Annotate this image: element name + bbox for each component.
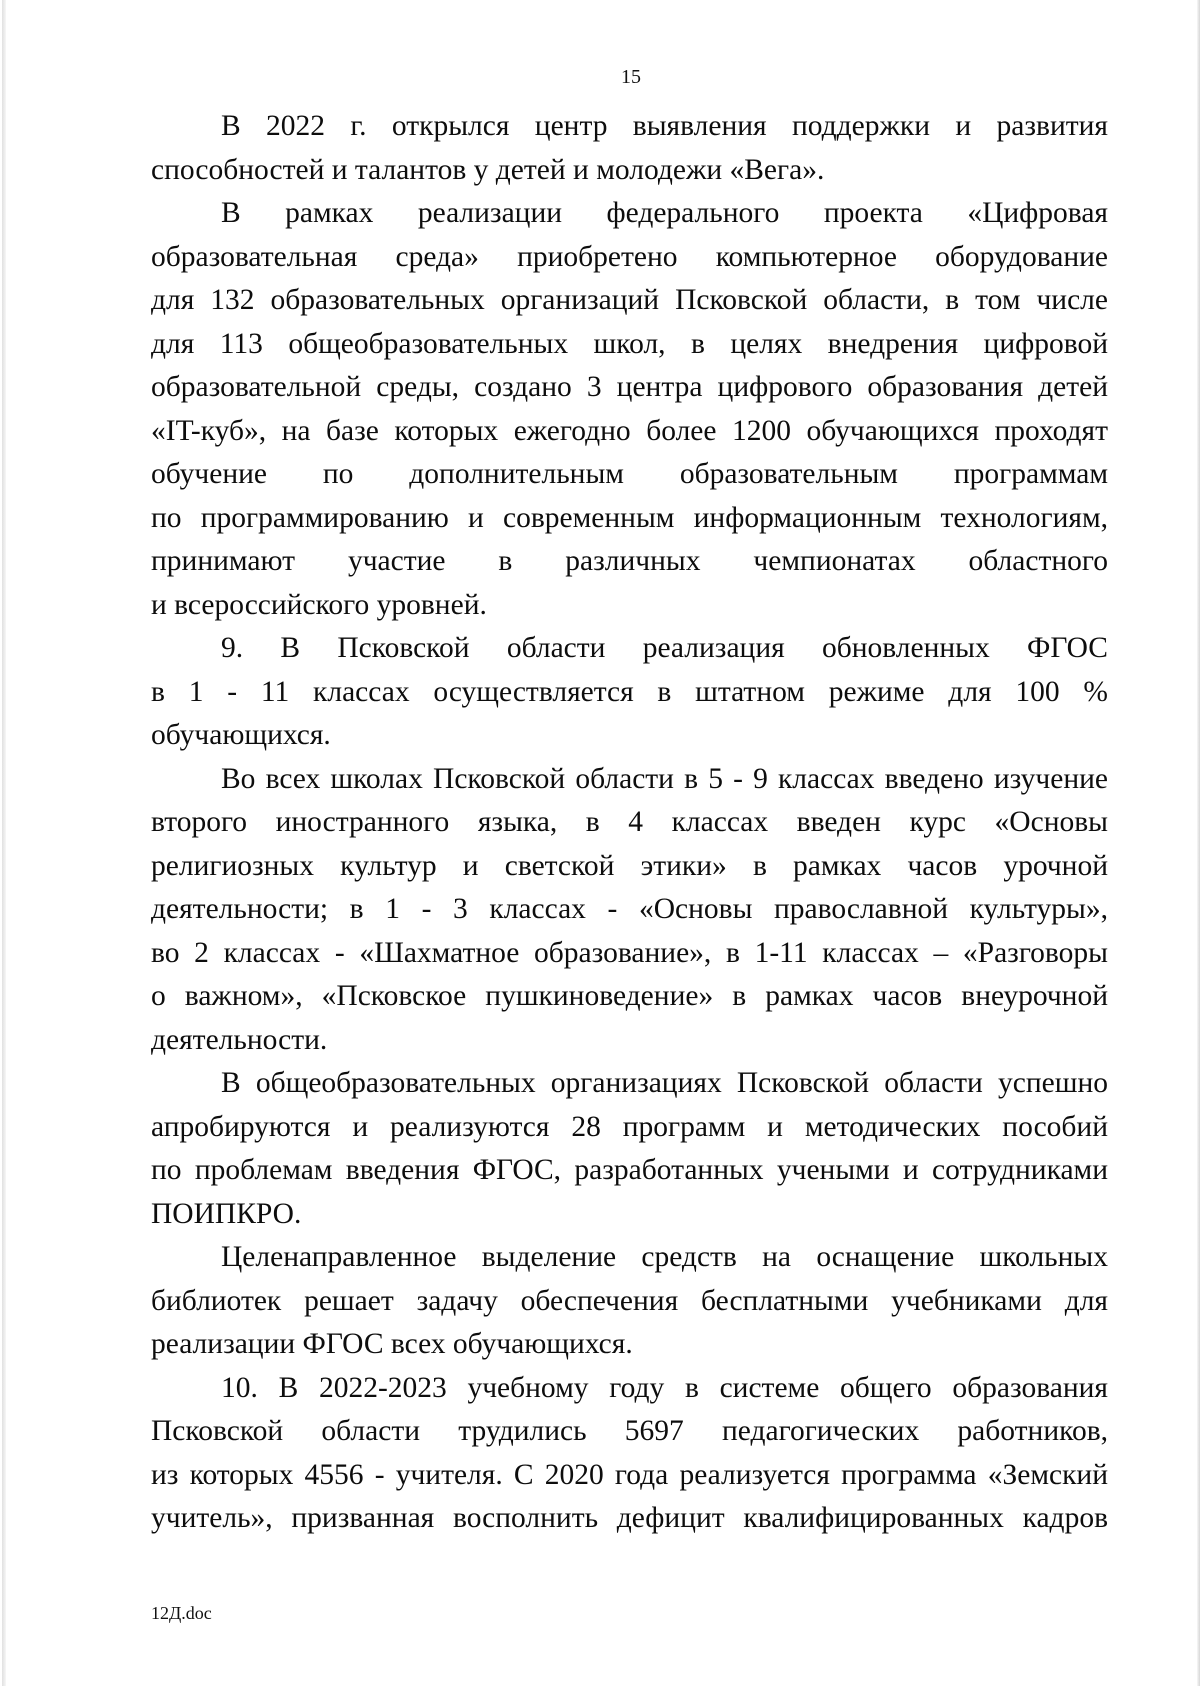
text-line: религиозных культур и светской этики» в рамках часов урочной — [151, 849, 1108, 882]
text-line: во 2 классах - «Шахматное образование», в 1-11 классах – «Разговоры — [151, 936, 1108, 969]
text-line: Целенаправленное выделение средств на оснащение школьных — [221, 1241, 1108, 1273]
text-line: образовательной среды, создано 3 центра цифрового образования детей — [151, 371, 1108, 403]
text-line: В 2022 г. открылся центр выявления поддержки и развития — [221, 110, 1108, 142]
text-line: образовательная среда» приобретено компьютерное оборудование — [151, 240, 1108, 273]
text-line: для 113 общеобразовательных школ, в целях внедрения цифровой — [151, 327, 1108, 360]
text-line: второго иностранного языка, в 4 классах введен курс «Основы — [151, 806, 1108, 838]
text-line: обучающихся. — [151, 719, 331, 751]
text-line: В общеобразовательных организациях Псковской области успешно — [221, 1067, 1108, 1099]
footer-filename: 12Д.doc — [151, 1603, 212, 1623]
paragraph — [151, 192, 1108, 627]
text-line: принимают участие в различных чемпионатах областного — [151, 545, 1108, 577]
text-line: 10. В 2022-2023 учебному году в системе общего образования — [221, 1371, 1108, 1404]
text-line: по проблемам введения ФГОС, разработанных учеными и сотрудниками — [151, 1154, 1108, 1186]
paragraph — [151, 758, 1108, 1063]
paragraph — [151, 105, 1108, 192]
text-line: 9. В Псковской области реализация обновленных ФГОС — [221, 632, 1108, 664]
text-line: апробируются и реализуются 28 программ и методических пособий — [151, 1110, 1108, 1143]
text-line: по программированию и современным информационным технологиям, — [151, 501, 1108, 534]
paragraph — [151, 1062, 1108, 1236]
text-line: о важном», «Псковское пушкиноведение» в рамках часов внеурочной — [151, 980, 1108, 1012]
text-line: В рамках реализации федерального проекта «Цифровая — [221, 197, 1108, 229]
text-line: учитель», призванная восполнить дефицит квалифицированных кадров — [151, 1502, 1108, 1534]
text-line: библиотек решает задачу обеспечения бесплатными учебниками для — [151, 1284, 1108, 1317]
text-line: деятельности; в 1 - 3 классах - «Основы православной культуры», — [151, 893, 1108, 925]
text-line: в 1 - 11 классах осуществляется в штатном режиме для 100 % — [151, 675, 1108, 708]
document-body — [151, 105, 1108, 1541]
paragraph — [151, 1236, 1108, 1367]
text-line: ПОИПКРО. — [151, 1197, 302, 1230]
text-line: и всероссийского уровней. — [151, 588, 487, 621]
paragraph — [151, 1367, 1108, 1541]
text-line: способностей и талантов у детей и молодежи «Вега». — [151, 153, 825, 186]
text-line: деятельности. — [151, 1023, 328, 1056]
page-number: 15 — [621, 66, 641, 88]
text-line: «IT-куб», на базе которых ежегодно более 1200 обучающихся проходят — [151, 414, 1108, 447]
text-line: Во всех школах Псковской области в 5 - 9 классах введено изучение — [221, 762, 1108, 795]
text-line: для 132 образовательных организаций Псковской области, в том числе — [151, 284, 1108, 316]
text-line: обучение по дополнительным образовательным программам — [151, 458, 1108, 490]
scan-edge-left — [2, 0, 6, 1686]
text-line: реализации ФГОС всех обучающихся. — [151, 1328, 633, 1360]
text-line: из которых 4556 - учителя. С 2020 года реализуется программа «Земский — [151, 1458, 1108, 1491]
text-line: Псковской области трудились 5697 педагогических работников, — [151, 1415, 1108, 1447]
paragraph — [151, 627, 1108, 758]
